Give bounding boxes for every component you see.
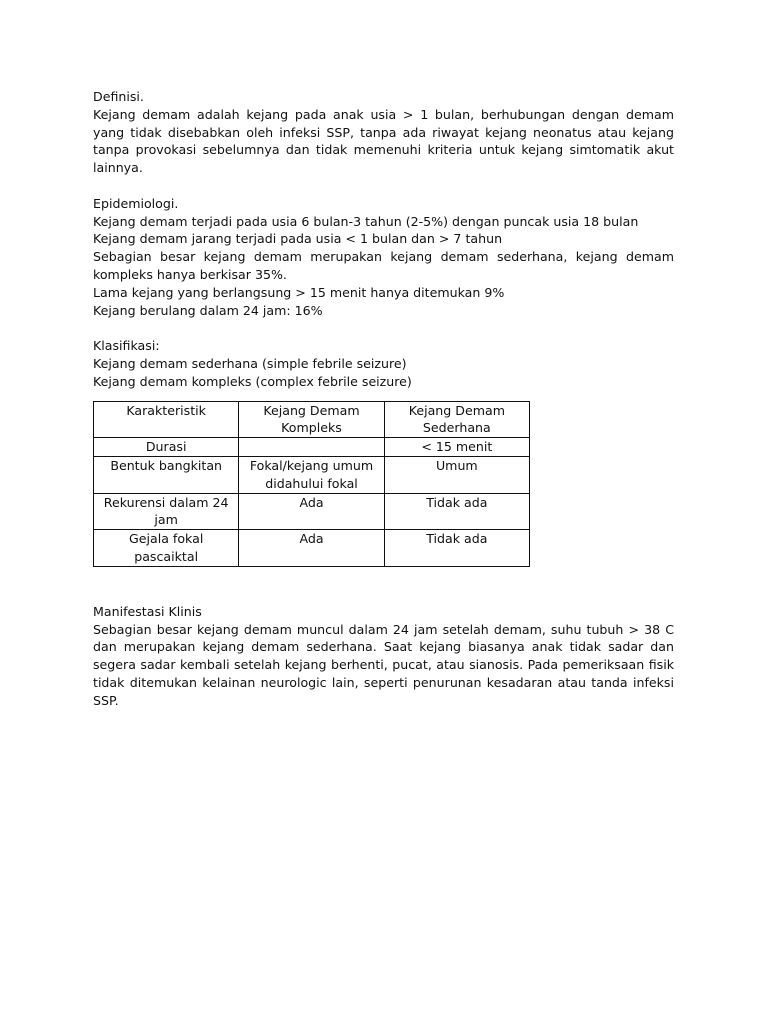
table-row — [94, 493, 530, 530]
document-page — [93, 88, 674, 710]
epidemiologi-line: Kejang demam jarang terjadi pada usia < 1 bulan dan > 7 tahun — [93, 231, 503, 247]
table-cell: < 15 menit — [384, 438, 529, 457]
table-cell: Durasi — [94, 438, 239, 457]
epidemiologi-line: Sebagian besar kejang demam merupakan kejang demam sederhana, kejang demam kompleks hanya berkisar 35%. — [93, 249, 674, 282]
klasifikasi-line: Kejang demam kompleks (complex febrile seizure) — [93, 373, 412, 389]
epidemiologi-line: Kejang demam terjadi pada usia 6 bulan-3 tahun (2-5%) dengan puncak usia 18 bulan — [93, 213, 639, 229]
epidemiologi-line: Kejang berulang dalam 24 jam: 16% — [93, 302, 323, 318]
table-cell: Umum — [384, 456, 529, 493]
table-cell: Tidak ada — [384, 493, 529, 530]
table-cell: Tidak ada — [384, 530, 529, 567]
table-row — [94, 456, 530, 493]
table-cell: Ada — [239, 493, 384, 530]
manifestasi-heading: Manifestasi Klinis — [93, 603, 202, 619]
spacer — [93, 177, 674, 195]
epidemiologi-line: Lama kejang yang berlangsung > 15 menit hanya ditemukan 9% — [93, 284, 505, 300]
klasifikasi-heading: Klasifikasi: — [93, 338, 160, 354]
table-row — [94, 530, 530, 567]
spacer — [93, 567, 674, 603]
table-cell: Bentuk bangkitan — [94, 456, 239, 493]
table-header-cell: Kejang Demam Kompleks — [239, 401, 384, 438]
table-header-row — [94, 401, 530, 438]
definisi-heading: Definisi. — [93, 89, 144, 104]
table-cell: Ada — [239, 530, 384, 567]
epidemiologi-heading: Epidemiologi. — [93, 195, 179, 211]
table-header-cell: Karakteristik — [94, 401, 239, 438]
karakteristik-table — [93, 401, 530, 567]
table-cell — [239, 438, 384, 457]
definisi-text: Kejang demam adalah kejang pada anak usia > 1 bulan, berhubungan dengan demam yang tidak disebabkan oleh infeksi SSP, tanpa ada riwayat kejang neonatus atau kejang tanpa provokasi sebelumnya dan tidak memenuhi kriteria untuk kejang simtomatik akut lainnya. — [93, 106, 674, 176]
table-cell: Gejala fokal pascaiktal — [94, 530, 239, 567]
table-header-cell: Kejang Demam Sederhana — [384, 401, 529, 438]
klasifikasi-line: Kejang demam sederhana (simple febrile seizure) — [93, 355, 407, 371]
table-cell: Fokal/kejang umum didahului fokal — [239, 456, 384, 493]
table-cell: Rekurensi dalam 24 jam — [94, 493, 239, 530]
spacer — [93, 319, 674, 337]
table-row — [94, 438, 530, 457]
manifestasi-text: Sebagian besar kejang demam muncul dalam 24 jam setelah demam, suhu tubuh > 38 C dan merupakan kejang demam sederhana. Saat kejang biasanya anak tidak sadar dan segera sadar kembali setelah kejang berhenti, pucat, atau sianosis. Pada pemeriksaan fisik tidak ditemukan kelainan neurologic lain, seperti penurunan kesadaran atau tanda infeksi SSP. — [93, 621, 674, 708]
